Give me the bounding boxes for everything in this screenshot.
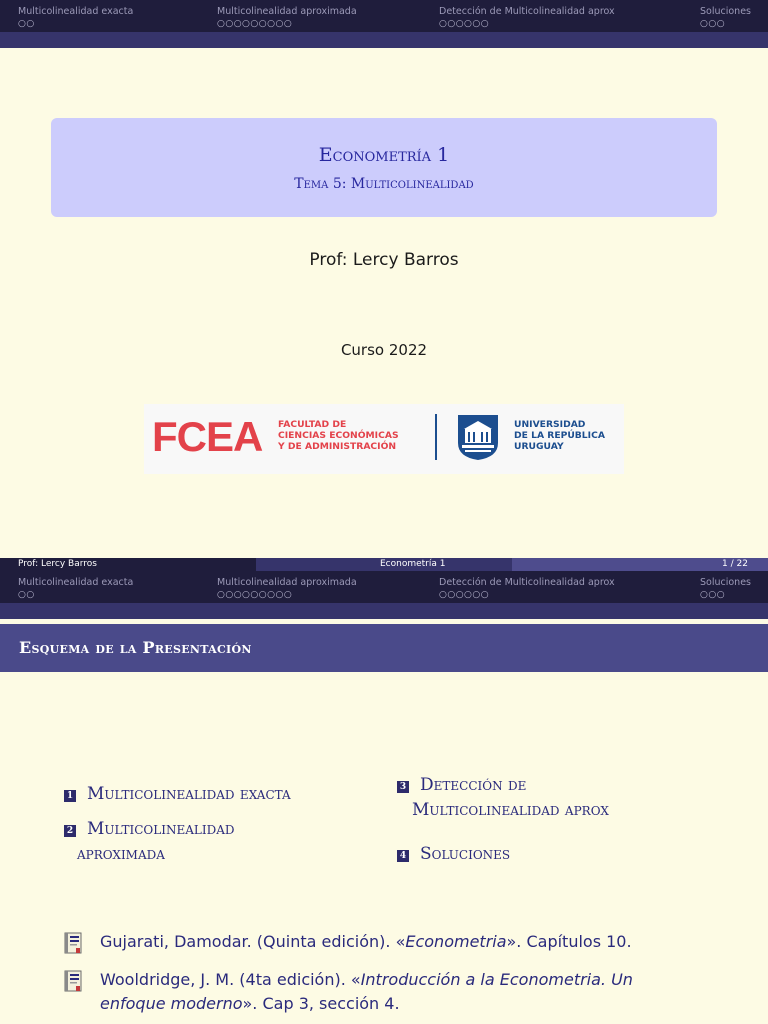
nav-section-deteccion[interactable]: Detección de Multicolinealidad aprox <box>439 577 615 588</box>
reference-author: Gujarati, Damodar. (Quinta edición). « <box>100 932 406 951</box>
udelar-shield-icon <box>456 413 500 461</box>
nav-section-deteccion[interactable]: Detección de Multicolinealidad aprox <box>439 6 615 17</box>
toc-label: Soluciones <box>420 844 511 864</box>
footer-page-number: 1 / 22 <box>722 559 748 569</box>
udelar-logo-text <box>514 419 605 452</box>
navigation-bar <box>0 0 768 32</box>
reference-title: Econometria <box>405 932 507 951</box>
reference-detail: ». Capítulos 10. <box>506 932 632 951</box>
toc-number: 3 <box>397 781 409 793</box>
fcea-line: FACULTAD DE <box>278 419 347 430</box>
nav-section-soluciones[interactable]: Soluciones <box>700 6 751 17</box>
reference-title: Introducción a la Econometria. Un enfoque moderno <box>100 970 633 1013</box>
author: Prof: Lercy Barros <box>309 250 459 270</box>
book-icon <box>64 970 82 992</box>
date: Curso 2022 <box>340 341 428 359</box>
nav-dots-aproximada[interactable]: ○○○○○○○○○ <box>217 19 293 29</box>
fcea-logo-text <box>278 419 399 452</box>
presentation-subtitle: Tema 5: Multicolinealidad <box>294 176 474 192</box>
fcea-logo-mark: FCEA <box>152 413 263 460</box>
toc-label: Detección de <box>420 775 527 795</box>
nav-dots-exacta[interactable]: ○○ <box>18 19 35 29</box>
footer-author: Prof: Lercy Barros <box>18 559 97 569</box>
institution-logo <box>144 404 624 474</box>
navigation-subbar <box>0 603 768 619</box>
udelar-line: URUGUAY <box>514 441 564 452</box>
frame-title-bar <box>0 624 768 672</box>
toc-item-4[interactable] <box>397 842 510 867</box>
logo-divider <box>435 414 437 460</box>
nav-section-exacta[interactable]: Multicolinealidad exacta <box>18 577 134 588</box>
toc-item-1[interactable] <box>64 782 291 807</box>
book-icon <box>64 932 82 954</box>
toc-label: Multicolinealidad exacta <box>87 784 291 804</box>
footer-title: Econometría 1 <box>380 559 446 569</box>
navigation-bar <box>0 571 768 603</box>
slide-footer <box>0 558 768 571</box>
presentation-title: Econometría 1 <box>318 144 450 166</box>
nav-dots-deteccion[interactable]: ○○○○○○ <box>439 590 490 600</box>
nav-dots-exacta[interactable]: ○○ <box>18 590 35 600</box>
fcea-line: Y DE ADMINISTRACIÓN <box>278 441 397 452</box>
toc-number: 2 <box>64 825 76 837</box>
udelar-line: DE LA REPÚBLICA <box>514 430 605 441</box>
toc-number: 4 <box>397 850 409 862</box>
nav-section-aproximada[interactable]: Multicolinealidad aproximada <box>217 6 357 17</box>
nav-section-aproximada[interactable]: Multicolinealidad aproximada <box>217 577 357 588</box>
nav-dots-soluciones[interactable]: ○○○ <box>700 590 726 600</box>
nav-section-soluciones[interactable]: Soluciones <box>700 577 751 588</box>
toc-item-2[interactable] <box>64 817 235 867</box>
frame-title: Esquema de la Presentación <box>19 638 252 657</box>
reference-1 <box>64 930 744 954</box>
nav-section-exacta[interactable]: Multicolinealidad exacta <box>18 6 134 17</box>
toc-label-continued: Multicolinealidad aprox <box>412 800 609 820</box>
nav-dots-deteccion[interactable]: ○○○○○○ <box>439 19 490 29</box>
toc-number: 1 <box>64 790 76 802</box>
reference-detail: ». Cap 3, sección 4. <box>242 994 400 1013</box>
toc-label: Multicolinealidad <box>87 819 235 839</box>
reference-author: Wooldridge, J. M. (4ta edición). « <box>100 970 361 989</box>
nav-dots-soluciones[interactable]: ○○○ <box>700 19 726 29</box>
navigation-subbar <box>0 32 768 48</box>
outline-slide <box>0 555 768 1024</box>
fcea-line: CIENCIAS ECONÓMICAS <box>278 430 399 441</box>
nav-dots-aproximada[interactable]: ○○○○○○○○○ <box>217 590 293 600</box>
toc-item-3[interactable] <box>397 773 609 823</box>
reference-2 <box>64 968 744 1016</box>
title-box <box>51 118 717 217</box>
udelar-line: UNIVERSIDAD <box>514 419 586 430</box>
toc-label-continued: aproximada <box>77 844 165 864</box>
